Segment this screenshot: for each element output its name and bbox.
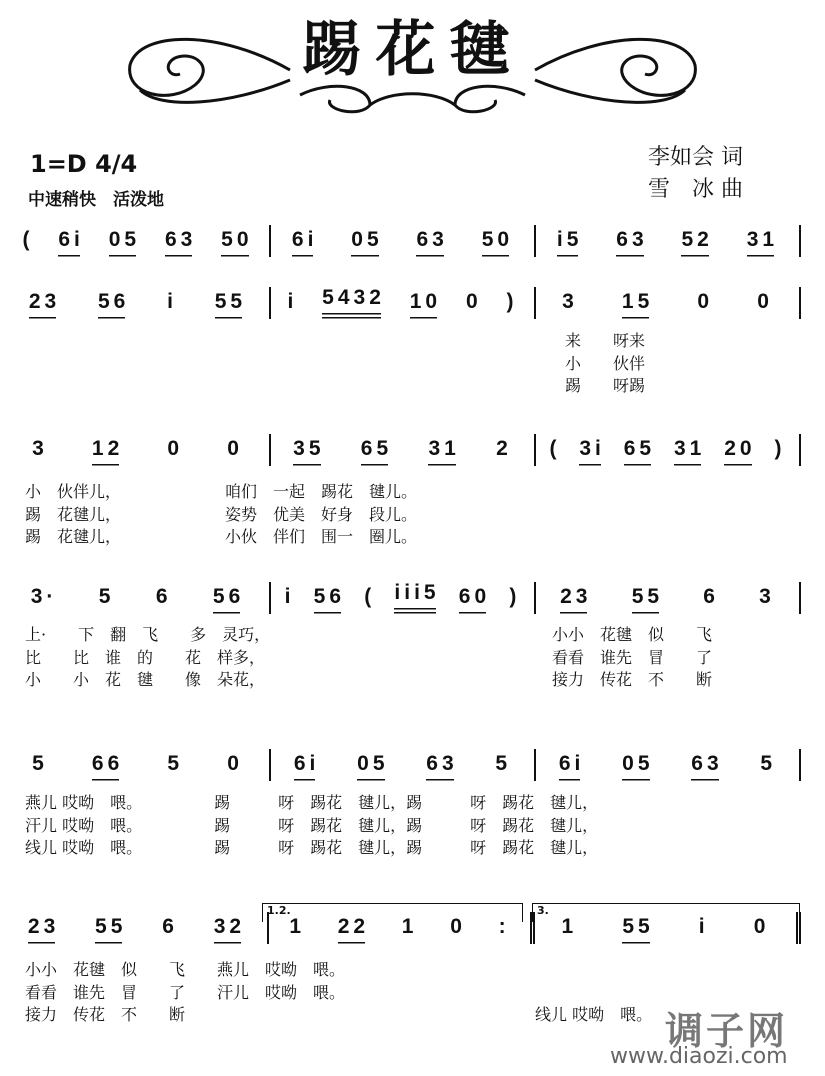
lyrics-system-2: 来 呀来 小 伙伴 踢 呀踢 [565, 331, 646, 395]
note-group: ) [506, 290, 518, 313]
note-group: ( [22, 228, 34, 251]
lyrics-system-6a: 小小 花毽 似 飞 燕儿 哎呦 喂。 看看 谁先 冒 了 汗儿 哎呦 喂。 接力 传花 不 断 [25, 960, 346, 1024]
note-group: 5432 [322, 286, 385, 319]
note-group: 6i [559, 752, 585, 781]
note-group: i [698, 915, 709, 938]
note-group: 56 [213, 585, 244, 614]
note-group: 22 [338, 915, 369, 944]
note-group: 2 [496, 437, 512, 460]
note-group: 6 [162, 915, 178, 938]
song-title: 踢花毽 [301, 15, 524, 85]
score-system [6, 582, 801, 614]
note-group: 5 [98, 585, 115, 608]
note-group: 6i [292, 228, 318, 257]
note-group: i [287, 290, 298, 313]
watermark-url: www.diaozi.com [610, 1044, 788, 1069]
measure [6, 749, 271, 781]
note-group: 12 [92, 437, 123, 466]
note-group: 23 [29, 290, 60, 319]
measure [6, 225, 271, 257]
note-group: 3· [30, 585, 58, 608]
lyricist-credit: 李如会 词 [648, 145, 743, 170]
measure [536, 582, 801, 614]
tempo-marking: 中速稍快 活泼地 [28, 190, 164, 210]
note-group: 5 [760, 752, 777, 775]
note-group: ) [509, 585, 521, 608]
note-group: 0 [697, 290, 714, 313]
watermark-logo: 调子网 [665, 1009, 789, 1053]
lyrics-system-6b: 线儿 哎呦 喂。 [535, 1005, 653, 1024]
note-group: 55 [622, 915, 653, 944]
note-group: 3 [32, 437, 48, 460]
measure [271, 434, 536, 466]
note-group: 23 [560, 585, 591, 614]
volta-bracket-3: 3. [532, 903, 800, 922]
note-group: 5 [32, 752, 48, 775]
note-group: 55 [215, 290, 246, 319]
score-system [6, 287, 801, 319]
key-signature: 1=D 4/4 [30, 150, 138, 178]
note-group: : [498, 915, 510, 938]
note-group: 1 [561, 915, 578, 938]
lyrics-system-5: 燕儿 哎呦 喂。 踢 呀 踢花 毽儿，踢 呀 踢花 毽儿， 汗儿 哎呦 喂。 踢 呀 踢花 毽儿，踢 呀 踢花 毽儿， 线儿 哎呦 喂。 踢 呀 踢花 毽儿，踢 呀 踢花 毽儿， [25, 793, 599, 857]
measure [271, 582, 536, 614]
measure [6, 912, 269, 944]
note-group: 5 [167, 752, 184, 775]
note-group: 05 [351, 228, 382, 257]
note-group: 32 [214, 915, 245, 944]
score-system [6, 434, 801, 466]
note-group: 63 [165, 228, 196, 257]
note-group: 35 [293, 437, 324, 466]
note-group: 52 [681, 228, 712, 257]
note-group: 60 [459, 585, 490, 614]
note-group: 56 [98, 290, 129, 319]
note-group: 5 [495, 752, 512, 775]
note-group: 31 [674, 437, 705, 466]
note-group: 6i [294, 752, 320, 781]
note-group: 50 [221, 228, 252, 257]
measure [536, 225, 801, 257]
note-group: i [167, 290, 177, 313]
note-group: 0 [227, 752, 243, 775]
note-group: 63 [416, 228, 447, 257]
note-group: 05 [357, 752, 388, 781]
note-group: 63 [691, 752, 722, 781]
note-group: 0 [465, 290, 482, 313]
note-group: 20 [724, 437, 755, 466]
note-group: i [284, 585, 295, 608]
note-group: 6 [703, 585, 719, 608]
lyrics-system-3: 小 伙伴儿， 咱们 一起 踢花 毽儿。 踢 花毽儿， 姿势 优美 好身 段儿。 踢 花毽儿， 小伙 伴们 围一 圈儿。 [25, 482, 418, 546]
note-group: 1 [401, 915, 418, 938]
measure [6, 434, 271, 466]
note-group: 65 [624, 437, 655, 466]
note-group: 3 [759, 585, 775, 608]
note-group: 65 [361, 437, 392, 466]
lyrics-system-4a: 上· 下 翻 飞 多 灵巧， 比 比 谁 的 花 样多， 小 小 花 毽 像 朵花， [25, 625, 271, 689]
note-group: 50 [482, 228, 513, 257]
note-group: 0 [167, 437, 184, 460]
note-group: 55 [95, 915, 126, 944]
note-group: 63 [426, 752, 457, 781]
measure [6, 287, 271, 319]
note-group: 1 [289, 915, 306, 938]
measure [536, 749, 801, 781]
note-group: 55 [632, 585, 663, 614]
measure [536, 287, 801, 319]
note-group: ( [549, 437, 561, 460]
score-system [6, 225, 801, 257]
lyrics-system-4b: 小小 花毽 似 飞 看看 谁先 冒 了 接力 传花 不 断 [552, 625, 713, 689]
note-group: 15 [622, 290, 653, 319]
note-group: 3i [579, 437, 605, 466]
note-group: 0 [753, 915, 770, 938]
volta-bracket-1-2: 1.2. [262, 903, 523, 922]
note-group: 66 [92, 752, 123, 781]
note-group: 31 [747, 228, 778, 257]
note-group: i5 [557, 228, 583, 257]
measure [271, 225, 536, 257]
note-group: 3 [562, 290, 578, 313]
note-group: 0 [227, 437, 243, 460]
note-group: 63 [616, 228, 647, 257]
note-group: 23 [28, 915, 59, 944]
note-group: 05 [109, 228, 140, 257]
note-group: 56 [314, 585, 345, 614]
note-group: 31 [428, 437, 459, 466]
note-group: 05 [622, 752, 653, 781]
note-group: ) [774, 437, 786, 460]
measure [271, 749, 536, 781]
measure [6, 582, 271, 614]
note-group: iii5 [394, 581, 439, 614]
measure [536, 434, 801, 466]
note-group: 0 [450, 915, 466, 938]
measure [271, 287, 536, 319]
score-system [6, 749, 801, 781]
note-group: 10 [410, 290, 441, 319]
composer-credit: 雪 冰 曲 [648, 177, 743, 202]
note-group: ( [364, 585, 376, 608]
note-group: 0 [757, 290, 773, 313]
note-group: 6i [58, 228, 84, 257]
note-group: 6 [155, 585, 172, 608]
